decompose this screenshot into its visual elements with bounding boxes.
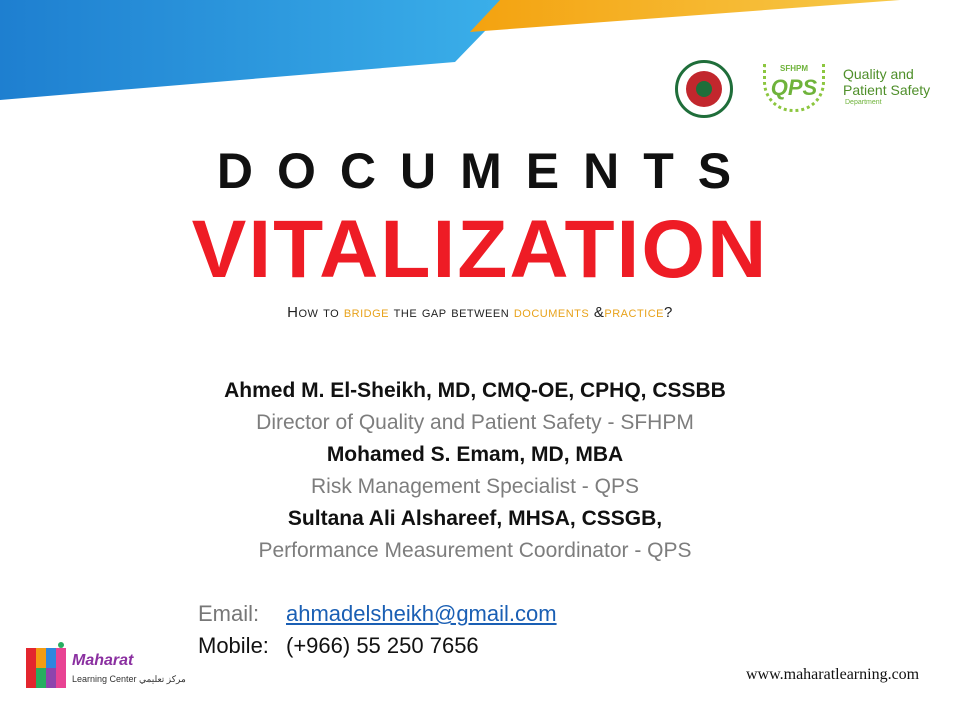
qps-logo-mark: QPS: [770, 75, 818, 100]
presenter-name: Ahmed M. El-Sheikh, MD, CMQ-OE, CPHQ, CSSBB: [224, 379, 726, 402]
subtitle-text-1: How to: [287, 304, 344, 321]
maharat-brand-sub: Learning Center مركز تعليمي: [72, 674, 186, 684]
presenter-role: Director of Quality and Patient Safety - SFHPM: [256, 411, 694, 434]
email-link[interactable]: ahmadelsheikh@gmail.com: [286, 601, 557, 626]
qps-logo-sub: SFHPM: [780, 64, 808, 73]
presenter-role: Risk Management Specialist - QPS: [311, 475, 639, 498]
qps-department-name: [843, 66, 930, 98]
mobile-row: [198, 630, 557, 662]
title-line1: DOCUMENTS: [216, 143, 756, 199]
mobile-number: (+966) 55 250 7656: [286, 633, 479, 658]
subtitle-text-3: &: [589, 304, 605, 321]
presenter-role: Performance Measurement Coordinator - QPS: [258, 539, 692, 562]
subtitle-accent-3: practice: [604, 304, 665, 321]
qps-name-line2: Patient Safety: [843, 82, 931, 98]
subtitle-text-4: ?: [664, 304, 673, 321]
maharat-brand-name: Maharat: [72, 652, 134, 669]
website-url: www.maharatlearning.com: [746, 666, 920, 683]
maharat-logo: [26, 638, 196, 698]
qps-logo: [761, 60, 827, 116]
subtitle-accent-1: bridge: [343, 304, 390, 321]
subtitle-accent-2: documents: [513, 304, 590, 321]
header-logos: [675, 60, 945, 120]
subtitle-text-2: the gap between: [389, 304, 514, 321]
subtitle: [0, 304, 960, 321]
maharat-m-icon: [26, 642, 66, 692]
mobile-label: Mobile:: [198, 633, 269, 658]
qps-name-line1: Quality and: [843, 66, 914, 82]
email-row: [198, 598, 557, 630]
contact-info: [198, 598, 557, 662]
title-line2: VITALIZATION: [191, 204, 769, 295]
email-label: Email:: [198, 601, 260, 626]
presenter-name: Mohamed S. Emam, MD, MBA: [326, 443, 624, 466]
presenter-name: Sultana Ali Alshareef, MHSA, CSSGB,: [287, 507, 663, 530]
qps-department-label: Department: [845, 99, 882, 106]
hospital-seal-logo: [675, 60, 733, 118]
presenters-list: [0, 375, 950, 567]
